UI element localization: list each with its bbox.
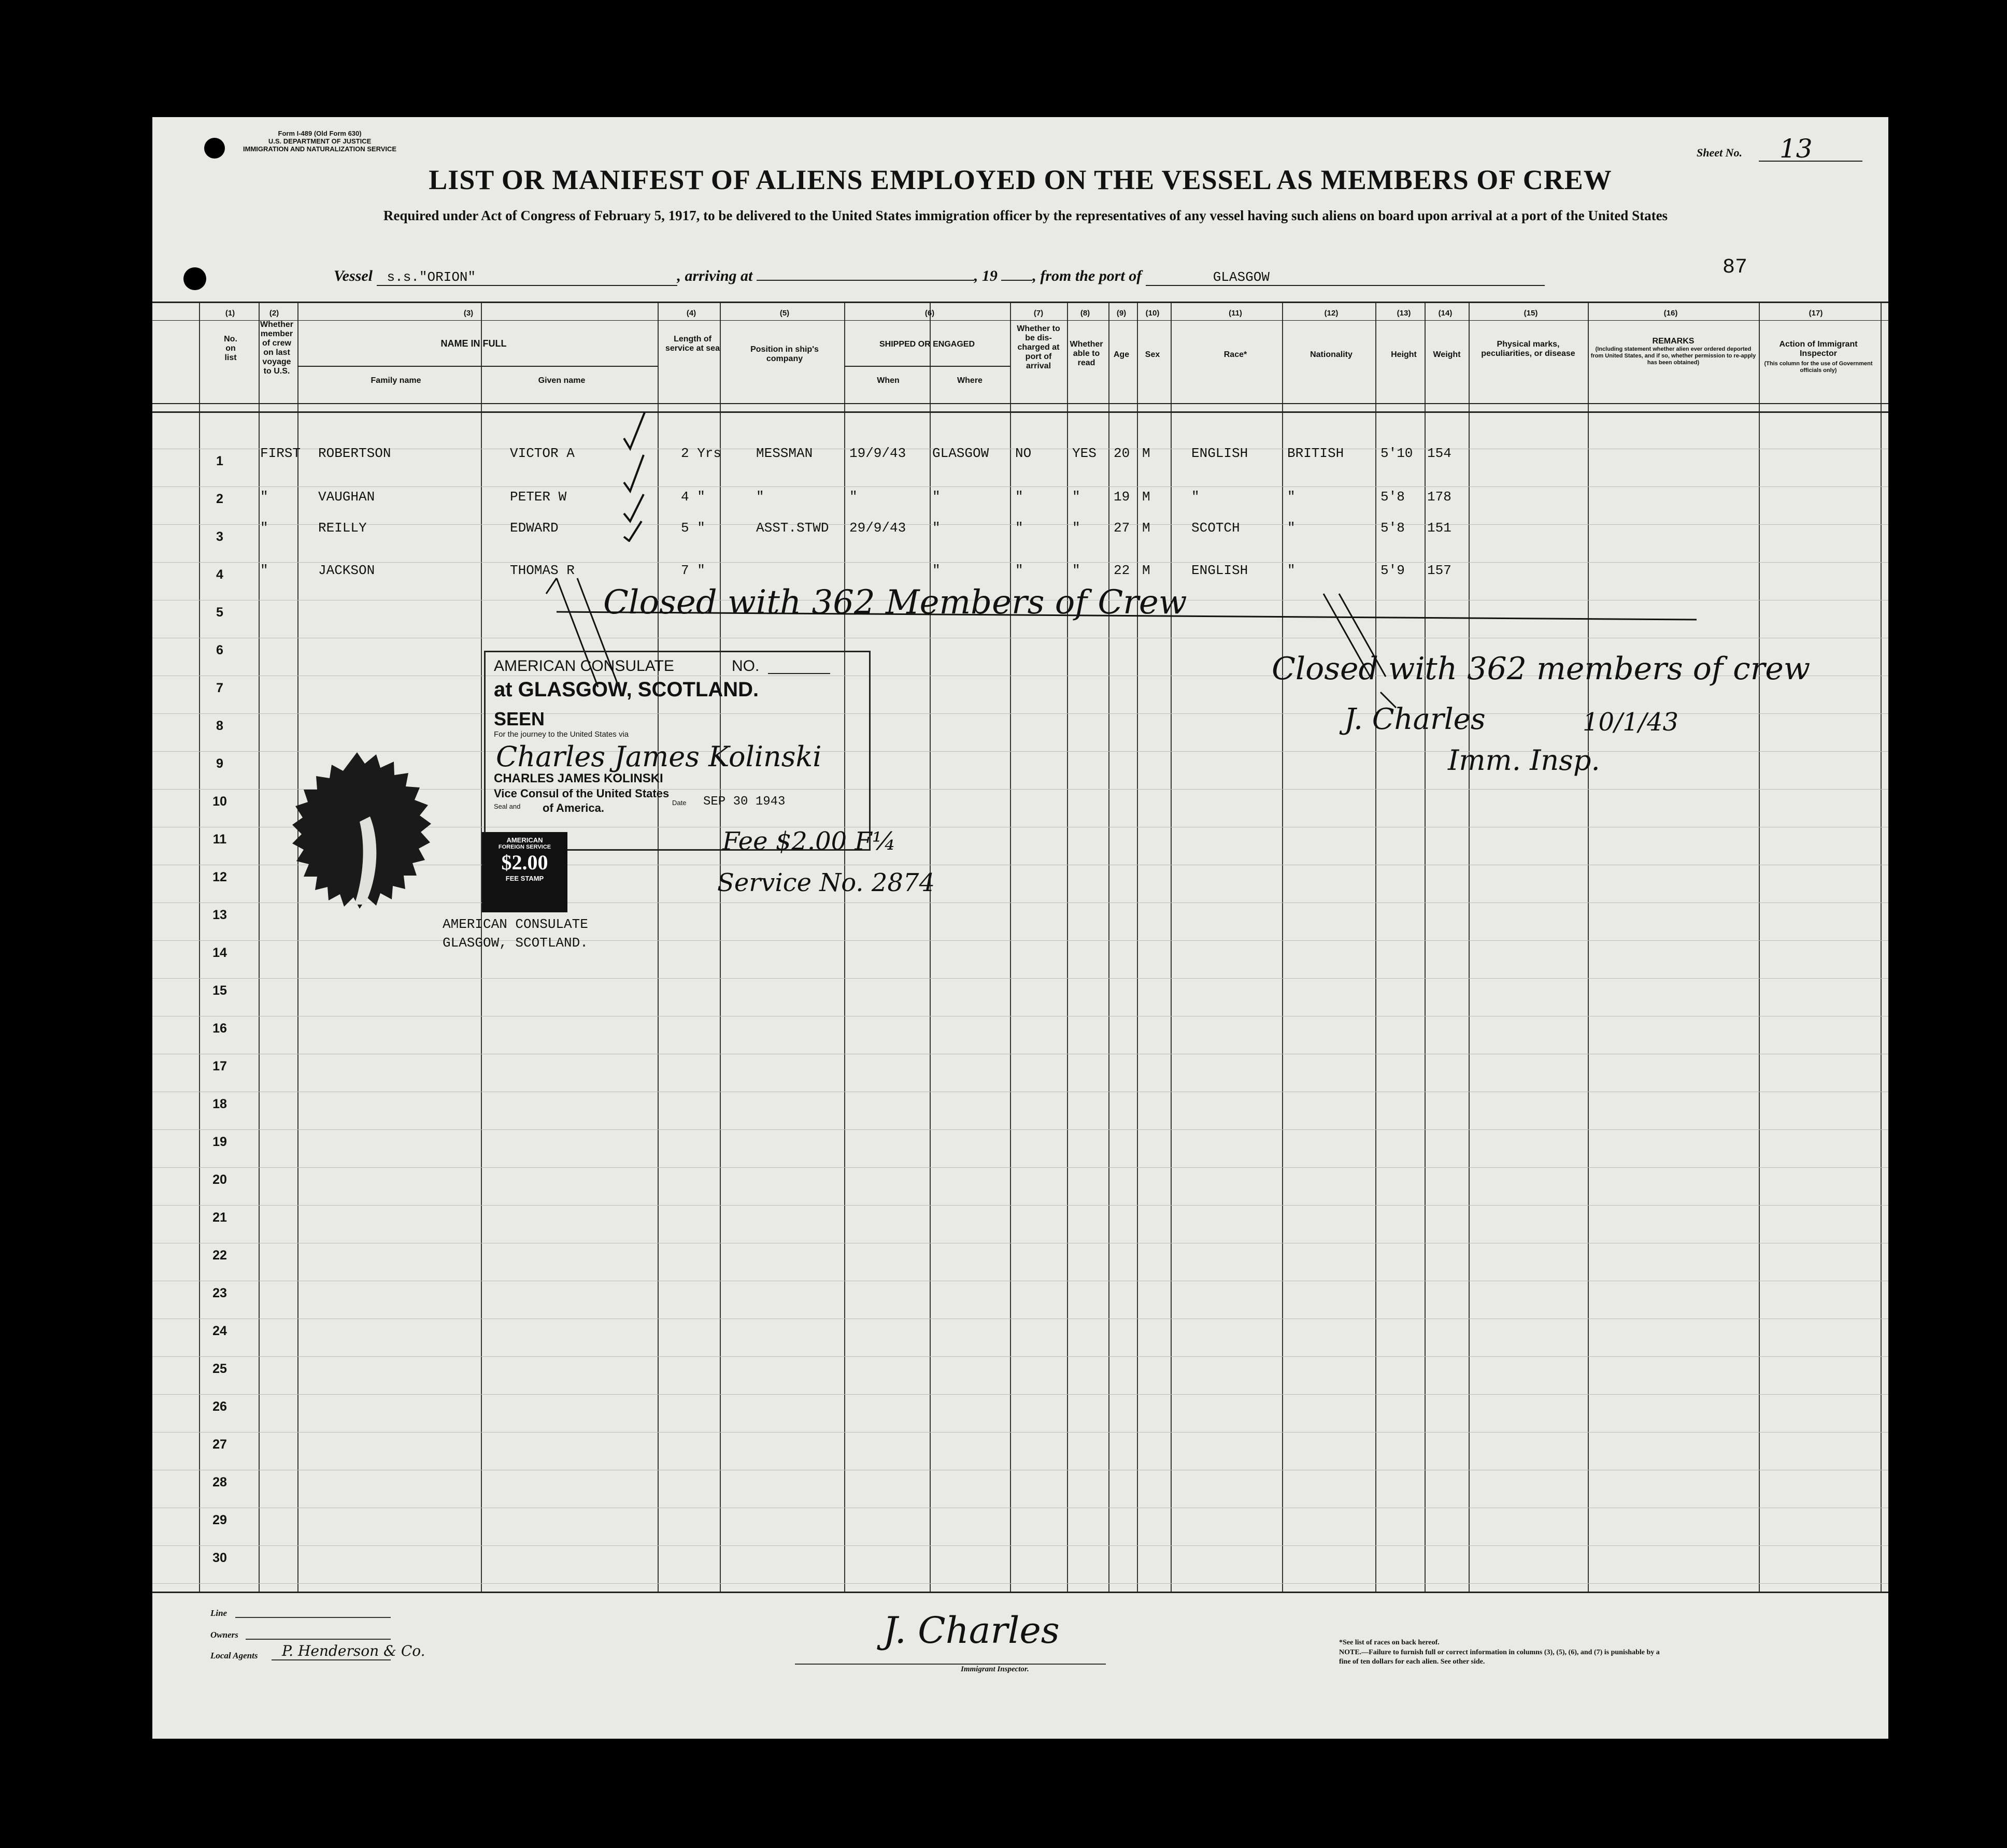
column-header-where: Where — [957, 376, 983, 385]
row-number: 16 — [212, 1021, 227, 1036]
form-id-line: IMMIGRATION AND NATURALIZATION SERVICE — [243, 145, 397, 153]
row-number: 14 — [212, 946, 227, 960]
penalty-note: NOTE.—Failure to furnish full or correct information in columns (3), (5), (6), and (7) is punishable by a fine of ten dollars for each alien. See other side. — [1339, 1649, 1660, 1666]
grid-row-line — [152, 1583, 1888, 1584]
cell-height: 5'9 — [1380, 563, 1405, 578]
grid-column-line — [720, 302, 721, 1592]
column-number: (2) — [269, 309, 279, 318]
row-number: 9 — [216, 756, 223, 771]
cell-nationality: BRITISH — [1287, 446, 1344, 461]
fee-stamp-line-2: FOREIGN SERVICE — [498, 844, 551, 850]
column-header-weight: Weight — [1433, 350, 1461, 359]
consular-seal-icon — [261, 749, 453, 941]
cell-discharged: " — [1015, 520, 1023, 536]
row-number: 23 — [212, 1286, 227, 1300]
grid-column-line — [844, 302, 845, 1592]
cell-nationality: " — [1287, 520, 1296, 536]
column-header-nationality: Nationality — [1310, 350, 1353, 359]
line-label: Line — [210, 1608, 227, 1618]
cell-sex: M — [1142, 489, 1150, 505]
row-number: 19 — [212, 1135, 227, 1149]
cell-position: " — [756, 489, 764, 505]
grid-row-line — [152, 486, 1888, 487]
inspector-date: 10/1/43 — [1583, 708, 1679, 737]
cell-sex: M — [1142, 446, 1150, 461]
column-number: (16) — [1663, 309, 1678, 318]
fee-stamp-label: FEE STAMP — [505, 875, 544, 882]
page-title: LIST OR MANIFEST OF ALIENS EMPLOYED ON THE VESSEL AS MEMBERS OF CREW — [429, 164, 1612, 195]
grid-row-line — [152, 1205, 1888, 1206]
check-marks — [619, 407, 676, 542]
row-number: 11 — [212, 832, 227, 847]
cell-age: 22 — [1114, 563, 1130, 578]
inspector-signature: J. Charles — [1344, 703, 1486, 736]
grid-column-line — [1469, 302, 1470, 1592]
form-id-line: U.S. DEPARTMENT OF JUSTICE — [268, 137, 372, 145]
footer-inspector-signature: J. Charles — [883, 1609, 1060, 1652]
vessel-line — [334, 267, 1545, 286]
address-line: GLASGOW, SCOTLAND. — [443, 935, 588, 951]
grid-column-line — [1881, 302, 1882, 1592]
cell-last-voyage: " — [260, 563, 268, 578]
grid-row-line — [152, 1545, 1888, 1546]
column-number: (6) — [924, 309, 935, 318]
row-number: 30 — [212, 1551, 227, 1565]
column-number: (9) — [1116, 309, 1127, 318]
grid-row-line — [152, 1356, 1888, 1357]
column-header-read: Whether able to read — [1070, 340, 1103, 367]
column-header-physical-marks: Physical marks, peculiarities, or disease — [1481, 340, 1575, 358]
row-number: 15 — [212, 983, 227, 998]
row-number: 26 — [212, 1399, 227, 1414]
cell-weight: 154 — [1427, 446, 1451, 461]
row-number: 5 — [216, 605, 223, 620]
column-number: (11) — [1229, 309, 1242, 318]
fee-stamp-amount: $2.00 — [501, 851, 548, 874]
grid-column-line — [1759, 302, 1760, 1592]
cell-discharged: " — [1015, 563, 1023, 578]
cell-sex: M — [1142, 563, 1150, 578]
closed-annotation-1: Closed with 362 Members of Crew — [603, 583, 1187, 622]
race-note: *See list of races on back hereof. — [1339, 1639, 1440, 1646]
cell-read: " — [1072, 563, 1080, 578]
inspector-title: Imm. Insp. — [1448, 744, 1600, 777]
consul-title: Vice Consul of the United States — [494, 787, 670, 800]
column-header-position: Position in ship's company — [750, 345, 819, 363]
seal-label: Seal and — [494, 803, 521, 810]
grid-subheader-line — [844, 366, 1010, 367]
stamp-no-label: NO. — [732, 657, 760, 675]
column-number: (13) — [1397, 309, 1411, 318]
cell-nationality: " — [1287, 563, 1296, 578]
stamp-date: SEP 30 1943 — [703, 795, 786, 809]
grid-header-line — [152, 320, 1888, 321]
column-header-discharged: Whether to be dis-charged at port of arrival — [1017, 324, 1060, 370]
fee-stamp — [482, 832, 567, 912]
cell-family-name: VAUGHAN — [318, 489, 375, 505]
column-header-name: NAME IN FULL — [440, 338, 507, 349]
fee-annotation: Fee $2.00 F¼ — [722, 827, 896, 856]
cell-when: 29/9/43 — [849, 520, 906, 536]
fee-stamp-line-1: AMERICAN — [506, 836, 543, 844]
cell-age: 19 — [1114, 489, 1130, 505]
column-header-shipped: SHIPPED OR ENGAGED — [879, 340, 975, 349]
row-number: 4 — [216, 567, 223, 582]
row-number: 29 — [212, 1513, 227, 1527]
row-number: 21 — [212, 1210, 227, 1225]
grid-column-line — [1010, 302, 1011, 1592]
grid-column-line — [1067, 302, 1068, 1592]
row-number: 17 — [212, 1059, 227, 1073]
column-header-remarks-note: (Including statement whether alien ever ordered deported from United States, and if so, whether permission to re-apply has been obtained) — [1590, 346, 1756, 366]
grid-bottom-line — [152, 1592, 1888, 1593]
column-number: (1) — [225, 309, 235, 318]
cell-read: YES — [1072, 446, 1097, 461]
stamp-line-2: at GLASGOW, SCOTLAND. — [494, 678, 759, 701]
consul-country: of America. — [543, 801, 605, 814]
cell-last-voyage: " — [260, 520, 268, 536]
column-header-service: Length of service at sea — [665, 335, 720, 353]
cell-given-name: EDWARD — [510, 520, 559, 536]
cell-where: " — [932, 563, 941, 578]
row-number: 20 — [212, 1172, 227, 1187]
stamp-seen: SEEN — [494, 708, 545, 729]
cell-height: 5'10 — [1380, 446, 1413, 461]
cell-race: ENGLISH — [1191, 563, 1248, 578]
cell-service: 7 " — [681, 563, 705, 578]
column-header-height: Height — [1391, 350, 1417, 359]
cell-given-name: THOMAS R — [510, 563, 575, 578]
vessel-label: Vessel — [334, 267, 373, 284]
row-number: 1 — [216, 454, 223, 468]
cell-weight: 151 — [1427, 520, 1451, 536]
check-mark — [624, 521, 642, 541]
agent-value: P. Henderson & Co. — [282, 1642, 425, 1659]
sheet-label: Sheet No. — [1697, 146, 1742, 159]
grid-header-line — [152, 403, 1888, 404]
cell-where: " — [932, 489, 941, 505]
row-number: 10 — [212, 794, 227, 809]
grid-row-line — [152, 1167, 1888, 1168]
cell-family-name: REILLY — [318, 520, 367, 536]
check-mark — [624, 412, 645, 449]
cell-given-name: PETER W — [510, 489, 567, 505]
row-number: 24 — [212, 1324, 227, 1338]
column-header-no-on-list: No. on list — [224, 335, 237, 362]
cell-service: 2 Yrs — [681, 446, 722, 461]
grid-column-line — [1375, 302, 1376, 1592]
row-number: 28 — [212, 1475, 227, 1489]
column-header-sex: Sex — [1145, 350, 1160, 359]
address-line: AMERICAN CONSULATE — [443, 916, 588, 932]
cell-service: 4 " — [681, 489, 705, 505]
page-subtitle: Required under Act of Congress of February 5, 1917, to be delivered to the United States immigration officer by the representatives of any vessel having such aliens on board upon arrival at a port of the United States — [383, 208, 1668, 223]
cell-weight: 157 — [1427, 563, 1451, 578]
cell-read: " — [1072, 520, 1080, 536]
grid-header-line — [152, 411, 1888, 413]
column-number: (10) — [1145, 309, 1160, 318]
cell-age: 20 — [1114, 446, 1130, 461]
cell-nationality: " — [1287, 489, 1296, 505]
grid-column-line — [930, 302, 931, 1592]
column-number: (8) — [1080, 309, 1090, 318]
column-number: (7) — [1033, 309, 1044, 318]
consulate-stamp — [484, 651, 871, 851]
column-header-family-name: Family name — [371, 376, 421, 385]
row-number: 25 — [212, 1362, 227, 1376]
manifest-stamp-number: 87 — [1723, 256, 1748, 279]
grid-row-line — [152, 978, 1888, 979]
grid-column-line — [1108, 302, 1109, 1592]
grid-column-line — [1425, 302, 1426, 1592]
cell-height: 5'8 — [1380, 520, 1405, 536]
check-mark — [624, 494, 644, 521]
inspector-label: Immigrant Inspector. — [961, 1665, 1029, 1673]
date-label: Date — [672, 799, 687, 807]
cell-read: " — [1072, 489, 1080, 505]
cell-age: 27 — [1114, 520, 1130, 536]
stamp-journey: For the journey to the United States via — [494, 730, 629, 739]
column-number: (3) — [463, 309, 474, 318]
cell-position: MESSMAN — [756, 446, 813, 461]
cell-weight: 178 — [1427, 489, 1451, 505]
row-number: 18 — [212, 1097, 227, 1111]
consul-signature: Charles James Kolinski — [496, 740, 822, 773]
column-header-age: Age — [1113, 350, 1130, 359]
grid-column-line — [259, 302, 260, 1592]
consulate-address — [443, 915, 588, 952]
cell-race: SCOTCH — [1191, 520, 1240, 536]
cell-given-name: VICTOR A — [510, 446, 575, 461]
manifest-sheet — [152, 117, 1888, 1739]
row-number: 27 — [212, 1437, 227, 1452]
port-label: , from the port of — [1032, 267, 1142, 284]
grid-row-line — [152, 1394, 1888, 1395]
grid-column-line — [1588, 302, 1589, 1592]
closed-annotation-2: Closed with 362 members of crew — [1272, 651, 1811, 687]
grid-row-line — [152, 1129, 1888, 1130]
consul-name: CHARLES JAMES KOLINSKI — [494, 771, 663, 785]
stamp-line-1: AMERICAN CONSULATE — [494, 657, 674, 675]
column-header-action-note: (This column for the use of Government officials only) — [1764, 361, 1873, 374]
cell-last-voyage: " — [260, 489, 268, 505]
cell-family-name: ROBERTSON — [318, 446, 391, 461]
column-number: (17) — [1809, 309, 1823, 318]
service-number-annotation: Service No. 2874 — [717, 868, 935, 897]
vessel-value: s.s."ORION" — [377, 269, 677, 286]
cell-discharged: " — [1015, 489, 1023, 505]
cell-last-voyage: FIRST — [260, 446, 301, 461]
cell-discharged: NO — [1015, 446, 1032, 461]
arriving-label: , arriving at — [677, 267, 753, 284]
sheet-number: 13 — [1780, 134, 1813, 164]
row-number: 7 — [216, 681, 223, 695]
year-value — [1001, 280, 1032, 281]
column-number: (14) — [1438, 309, 1453, 318]
cell-race: " — [1191, 489, 1200, 505]
agents-label: Local Agents — [210, 1651, 258, 1660]
cell-race: ENGLISH — [1191, 446, 1248, 461]
punch-hole — [204, 138, 225, 159]
column-number: (12) — [1324, 309, 1339, 318]
cell-service: 5 " — [681, 520, 705, 536]
grid-subheader-line — [297, 366, 658, 367]
column-header-remarks: REMARKS — [1652, 337, 1695, 346]
column-number: (15) — [1524, 309, 1538, 318]
arriving-value — [757, 280, 974, 281]
row-number: 22 — [212, 1248, 227, 1263]
row-number: 12 — [212, 870, 227, 884]
cell-where: " — [932, 520, 941, 536]
column-header-last-voyage: Whether member of crew on last voyage to U.S. — [260, 320, 293, 376]
cell-when: 19/9/43 — [849, 446, 906, 461]
grid-column-line — [1282, 302, 1283, 1592]
punch-hole — [183, 267, 206, 290]
grid-column-line — [297, 302, 298, 1592]
column-header-given-name: Given name — [538, 376, 586, 385]
cell-when: " — [849, 489, 858, 505]
grid-column-line — [1171, 302, 1172, 1592]
column-header-when: When — [877, 376, 900, 385]
column-number: (5) — [779, 309, 790, 318]
column-header-action: Action of Immigrant Inspector — [1779, 340, 1858, 358]
row-number: 6 — [216, 643, 223, 657]
owners-label: Owners — [210, 1630, 238, 1640]
cell-family-name: JACKSON — [318, 563, 375, 578]
year-label: , 19 — [974, 267, 998, 284]
cell-sex: M — [1142, 520, 1150, 536]
port-value: GLASGOW — [1146, 269, 1545, 286]
grid-column-line — [199, 302, 200, 1592]
grid-header-line — [152, 302, 1888, 303]
row-number: 8 — [216, 719, 223, 733]
row-number: 13 — [212, 908, 227, 922]
column-number: (4) — [686, 309, 696, 318]
row-number: 3 — [216, 529, 223, 544]
check-mark — [624, 455, 644, 491]
column-header-race: Race* — [1223, 350, 1247, 359]
cell-position: ASST.STWD — [756, 520, 829, 536]
cell-height: 5'8 — [1380, 489, 1405, 505]
row-number: 2 — [216, 492, 223, 506]
form-identifier — [243, 130, 396, 153]
cell-where: GLASGOW — [932, 446, 989, 461]
form-id-line: Form I-489 (Old Form 630) — [278, 130, 362, 137]
grid-column-line — [1137, 302, 1138, 1592]
